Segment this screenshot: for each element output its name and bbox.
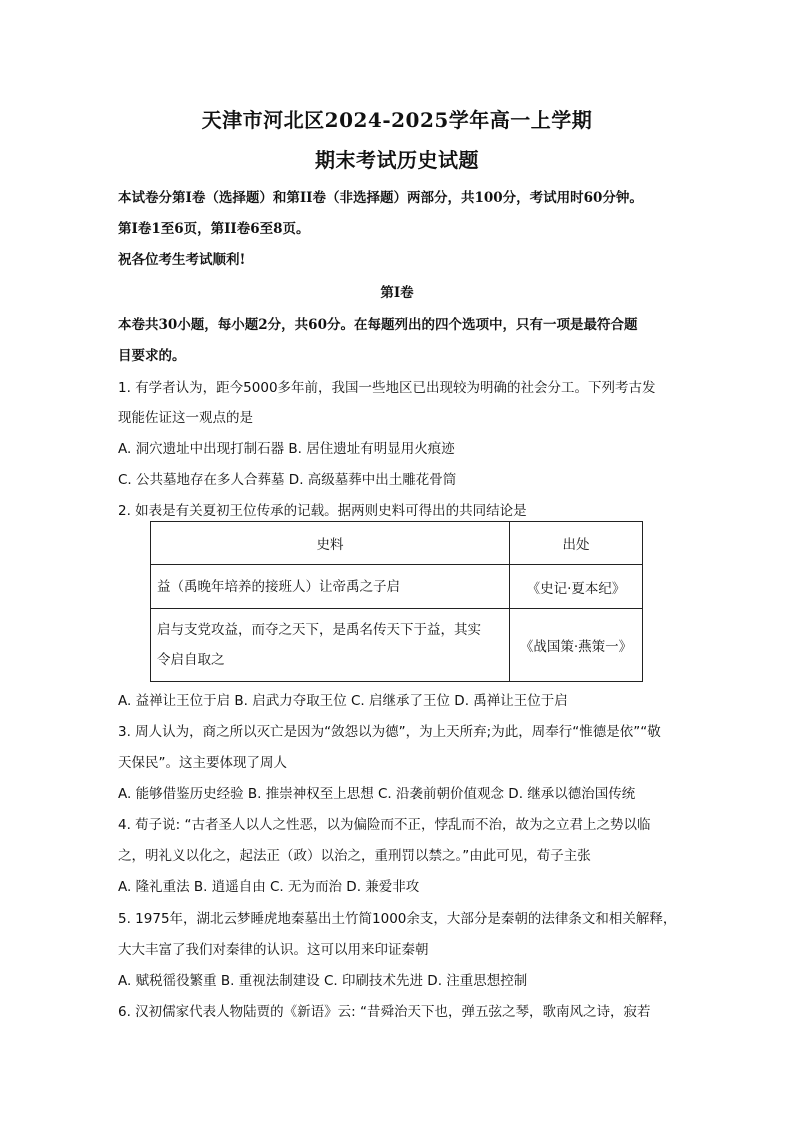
question-1-stem: 现能佐证这一观点的是 <box>118 410 253 426</box>
question-2-stem: 2. 如表是有关夏初王位传承的记载。据两则史料可得出的共同结论是 <box>118 503 527 519</box>
intro-line: 本试卷分第I卷（选择题）和第II卷（非选择题）两部分，共100分，考试用时60分钟。 <box>118 190 643 206</box>
question-4-options: A. 隆礼重法 B. 逍遥自由 C. 无为而治 D. 兼爱非攻 <box>118 879 420 895</box>
question-5-stem: 大大丰富了我们对秦律的认识。这可以用来印证秦朝 <box>118 942 429 958</box>
table-header: 出处 <box>510 522 643 565</box>
question-4-stem: 4. 荀子说: “古者圣人以人之性恶，以为偏险而不正，悖乱而不治，故为之立君上之势以临 <box>118 817 651 833</box>
question-2-options: A. 益禅让王位于启 B. 启武力夺取王位 C. 启继承了王位 D. 禹禅让王位于启 <box>118 693 568 709</box>
question-3-stem: 天保民”。这主要体现了周人 <box>118 755 287 771</box>
question-1-options: C. 公共墓地存在多人合葬墓 D. 高级墓葬中出土雕花骨筒 <box>118 472 457 488</box>
table-cell: 《战国策·燕策一》 <box>510 609 643 682</box>
table-header-row <box>151 522 643 565</box>
question-3-options: A. 能够借鉴历史经验 B. 推崇神权至上思想 C. 沿袭前朝价值观念 D. 继承以德治国传统 <box>118 786 636 802</box>
source-table <box>150 521 643 682</box>
table-row <box>151 609 643 682</box>
exam-title: 天津市河北区2024-2025学年高一上学期 <box>201 108 593 132</box>
table-cell: 启与支党攻益，而夺之天下，是禹名传天下于益，其实 令启自取之 <box>151 609 510 682</box>
part-description: 本卷共30小题，每小题2分，共60分。在每题列出的四个选项中，只有一项是最符合题 <box>118 317 638 333</box>
part-title: 第I卷 <box>380 285 414 301</box>
question-6-stem: 6. 汉初儒家代表人物陆贾的《新语》云: “昔舜治天下也，弹五弦之琴，歌南风之诗，寂若 <box>118 1004 651 1020</box>
question-4-stem: 之，明礼义以化之，起法正（政）以治之，重刑罚以禁之。”由此可见，荀子主张 <box>118 848 591 864</box>
question-1-stem: 1. 有学者认为，距今5000多年前，我国一些地区已出现较为明确的社会分工。下列考古发 <box>118 380 656 396</box>
table-cell: 益（禹晚年培养的接班人）让帝禹之子启 <box>151 565 510 609</box>
question-5-stem: 5. 1975年，湖北云梦睡虎地秦墓出土竹简1000余支，大部分是秦朝的法律条文和相关解释， <box>118 911 677 927</box>
part-description: 目要求的。 <box>118 348 186 364</box>
exam-subtitle: 期末考试历史试题 <box>315 148 479 172</box>
question-3-stem: 3. 周人认为，商之所以灭亡是因为“敛怨以为德”，为上天所弃;为此，周奉行“惟德是依”“敬 <box>118 724 661 740</box>
question-1-options: A. 洞穴遗址中出现打制石器 B. 居住遗址有明显用火痕迹 <box>118 441 455 457</box>
table-header: 史料 <box>151 522 510 565</box>
intro-line: 第I卷1至6页，第II卷6至8页。 <box>118 221 310 237</box>
table-cell: 《史记·夏本纪》 <box>510 565 643 609</box>
intro-line: 祝各位考生考试顺利! <box>118 252 246 268</box>
question-5-options: A. 赋税徭役繁重 B. 重视法制建设 C. 印刷技术先进 D. 注重思想控制 <box>118 973 528 989</box>
table-row <box>151 565 643 609</box>
